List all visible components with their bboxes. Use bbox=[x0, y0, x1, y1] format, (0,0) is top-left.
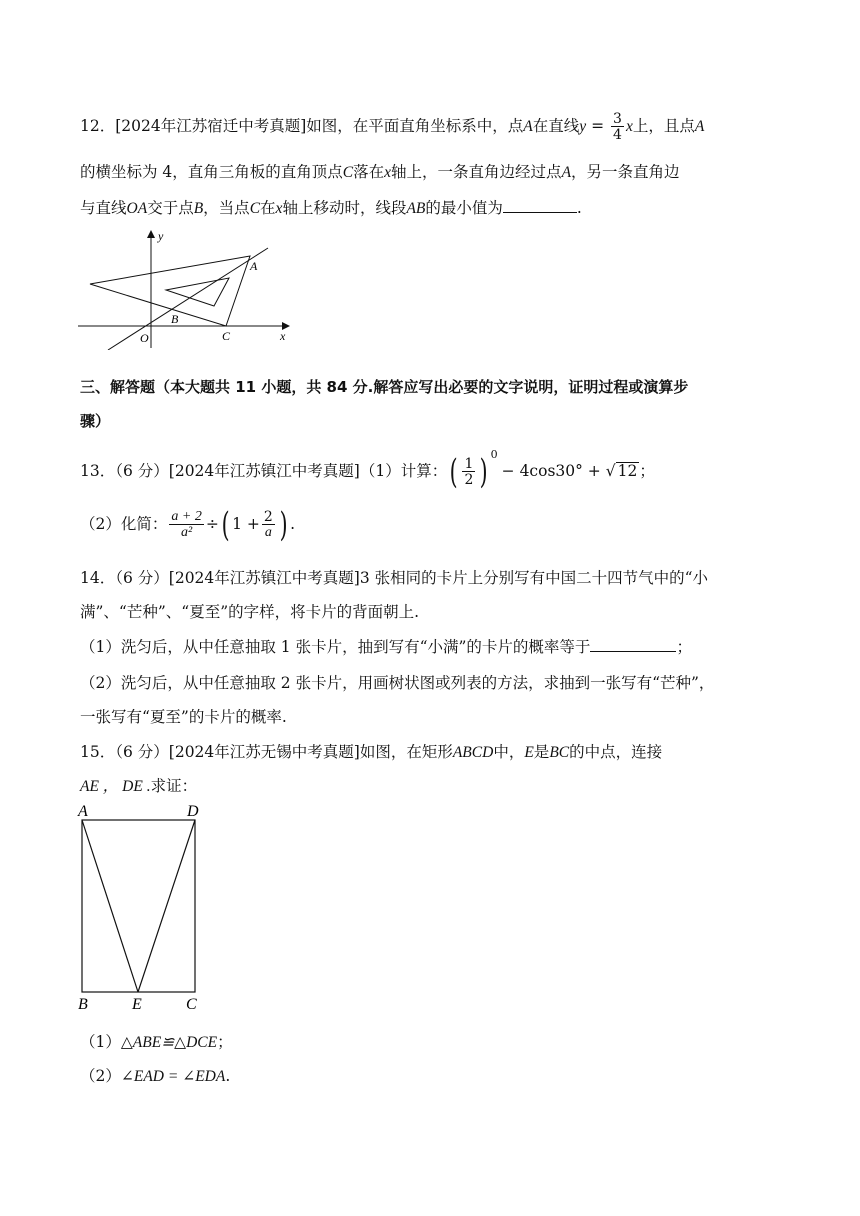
q14-score: （6 分） bbox=[115, 569, 169, 587]
fraction-numerator: 3 bbox=[613, 111, 622, 127]
fraction-denominator: a bbox=[262, 524, 275, 540]
paren-close: ) bbox=[480, 452, 489, 492]
q12-text: ，另一条直角边 bbox=[571, 163, 680, 181]
q12-line-2 bbox=[80, 160, 680, 182]
q15-text: 求证： bbox=[150, 777, 198, 795]
answer-blank[interactable] bbox=[503, 198, 577, 213]
punct: . bbox=[290, 515, 295, 533]
q15-text: 如图，在矩形 bbox=[359, 743, 453, 761]
q12-text: 在 bbox=[260, 199, 276, 217]
q12-number: 12． bbox=[80, 117, 116, 135]
q15-score: （6 分） bbox=[115, 743, 169, 761]
rect-abcd-label: ABCD bbox=[452, 744, 494, 761]
label-a: A bbox=[250, 259, 258, 273]
q15-source: [2024年江苏无锡中考真题] bbox=[168, 743, 360, 761]
point-a-label: A bbox=[523, 118, 533, 135]
q12-text: 轴上移动时，线段 bbox=[282, 199, 407, 217]
fraction-3-4 bbox=[611, 112, 624, 142]
q15-text: 是 bbox=[533, 743, 550, 761]
label-c: C bbox=[186, 996, 197, 1013]
section-3-heading-cont: 骤） bbox=[80, 412, 111, 430]
fraction-denominator: a² bbox=[169, 524, 203, 540]
answer-blank[interactable] bbox=[590, 637, 676, 652]
q14-part2-line-2: 一张写有“夏至”的卡片的概率. bbox=[80, 708, 287, 726]
q12-text: 交于点 bbox=[147, 199, 194, 217]
q12-line-1 bbox=[80, 112, 704, 142]
q15-number: 15． bbox=[80, 743, 116, 761]
point-b-label: B bbox=[193, 200, 204, 217]
segment-bc-label: BC bbox=[549, 744, 570, 761]
paren-open: ( bbox=[449, 452, 458, 492]
math-op: = bbox=[591, 117, 605, 135]
q12-figure bbox=[76, 226, 296, 350]
point-c-label: C bbox=[249, 200, 261, 217]
q15-part1-label: （1） bbox=[80, 1033, 121, 1051]
math-expr: 1 + bbox=[232, 515, 260, 533]
q12-text: 在直线 bbox=[532, 117, 580, 135]
q14-line-2: 满”、“芒种”、“夏至”的字样，将卡片的背面朝上. bbox=[80, 603, 420, 621]
q12-text: 的横坐标为 4，直角三角板的直角顶点 bbox=[80, 163, 343, 181]
punct: ； bbox=[217, 1033, 233, 1051]
q13-line-2 bbox=[80, 505, 295, 545]
math-var: x bbox=[384, 164, 392, 181]
point-c-label: C bbox=[342, 164, 354, 181]
fraction-numerator: 1 bbox=[464, 456, 474, 472]
q12-text: ，当点 bbox=[203, 199, 250, 217]
segment-ab-label: AB bbox=[406, 200, 426, 217]
point-a-label: A bbox=[561, 164, 572, 181]
exponent: 0 bbox=[490, 448, 498, 461]
q12-line-3 bbox=[80, 196, 582, 218]
punct: . bbox=[225, 1067, 231, 1085]
q12-text: 的最小值为 bbox=[425, 199, 503, 217]
math-var: x bbox=[275, 200, 283, 217]
q12-text: 与直线 bbox=[80, 199, 127, 217]
punct: ； bbox=[676, 638, 692, 656]
fraction-2-over-a bbox=[262, 510, 275, 540]
fraction-denominator: 4 bbox=[613, 127, 622, 143]
fraction-a2-over-a-sq bbox=[169, 510, 203, 540]
q15-part2 bbox=[80, 1064, 230, 1086]
q14-line-1 bbox=[80, 566, 708, 588]
q12-source: [2024年江苏宿迁中考真题] bbox=[115, 117, 307, 135]
rectangle-abcd bbox=[82, 820, 195, 992]
q15-line-1 bbox=[80, 740, 662, 762]
q14-number: 14． bbox=[80, 569, 116, 587]
q14-source: [2024年江苏镇江中考真题] bbox=[168, 569, 360, 587]
q12-text: . bbox=[576, 199, 582, 217]
label-y: y bbox=[158, 229, 164, 243]
q15-part1 bbox=[80, 1030, 233, 1052]
angle-equality-expr: ∠EAD = ∠EDA bbox=[120, 1068, 226, 1085]
point-a-label: A bbox=[694, 118, 705, 135]
q15-figure bbox=[76, 802, 206, 1014]
paren-close: ) bbox=[279, 505, 288, 545]
label-b: B bbox=[171, 312, 179, 326]
q14-text: 3 张相同的卡片上分别写有中国二十四节气中的“小 bbox=[359, 569, 709, 587]
segment-ae bbox=[82, 820, 138, 992]
fraction-numerator: 2 bbox=[263, 509, 273, 525]
label-c: C bbox=[222, 329, 231, 343]
section-3-heading: 三、解答题（本大题共 11 小题，共 84 分.解答应写出必要的文字说明，证明过程或演算步 bbox=[80, 378, 689, 396]
math-var: x bbox=[625, 118, 633, 135]
q13-source: [2024年江苏镇江中考真题] bbox=[168, 462, 360, 480]
fraction-denominator: 2 bbox=[464, 472, 474, 488]
q13-part1-label: （1）计算： bbox=[359, 462, 448, 480]
math-var: y bbox=[579, 118, 587, 135]
q15-line-2 bbox=[80, 774, 197, 796]
sqrt-12: 12 bbox=[617, 462, 638, 480]
q13-number: 13． bbox=[80, 462, 116, 480]
q13-line-1: 13．（6 分）[2024年江苏镇江中考真题]（1）计算：( $\frac{1}{2}$ ) $^0$− 4cos30° + √ 12 ； bbox=[80, 448, 655, 492]
label-x: x bbox=[280, 329, 286, 343]
label-o: O bbox=[140, 331, 149, 345]
label-a: A bbox=[78, 803, 88, 820]
segment-de bbox=[138, 820, 195, 992]
fraction-1-2 bbox=[462, 457, 475, 487]
q15-text: 中， bbox=[493, 743, 525, 761]
fraction-numerator: a + 2 bbox=[171, 509, 202, 524]
label-d: D bbox=[187, 803, 199, 820]
label-e: E bbox=[132, 996, 142, 1013]
math-op: ÷ bbox=[205, 515, 219, 533]
q13-part2-label: （2）化简： bbox=[80, 515, 168, 533]
q14-part1 bbox=[80, 635, 692, 657]
q14-part1-text: （1）洗匀后，从中任意抽取 1 张卡片，抽到写有“小满”的卡片的概率等于 bbox=[80, 638, 591, 656]
paren-open: ( bbox=[221, 505, 230, 545]
q15-part2-label: （2） bbox=[80, 1067, 121, 1085]
q12-text: 落在 bbox=[353, 163, 385, 181]
congruence-expr: △ABE≌△DCE bbox=[120, 1034, 218, 1051]
q12-text: 上，且点 bbox=[632, 117, 695, 135]
line-oa bbox=[108, 248, 268, 350]
triangle-inner bbox=[166, 278, 229, 306]
punct: ； bbox=[639, 462, 655, 480]
q14-part2-line-1: （2）洗匀后，从中任意抽取 2 张卡片，用画树状图或列表的方法，求抽到一张写有“芒种”， bbox=[80, 674, 715, 692]
line-oa-label: OA bbox=[126, 200, 148, 217]
q12-text: 轴上，一条直角边经过点 bbox=[391, 163, 562, 181]
q13-score: （6 分） bbox=[115, 462, 169, 480]
point-e-label: E bbox=[524, 744, 534, 761]
label-b: B bbox=[78, 996, 88, 1013]
q12-text: 如图，在平面直角坐标系中，点 bbox=[306, 117, 524, 135]
segments-ae-de: AE ， DE . bbox=[80, 778, 151, 795]
q15-text: 的中点，连接 bbox=[569, 743, 663, 761]
math-expr: − 4cos30° + bbox=[501, 462, 601, 480]
